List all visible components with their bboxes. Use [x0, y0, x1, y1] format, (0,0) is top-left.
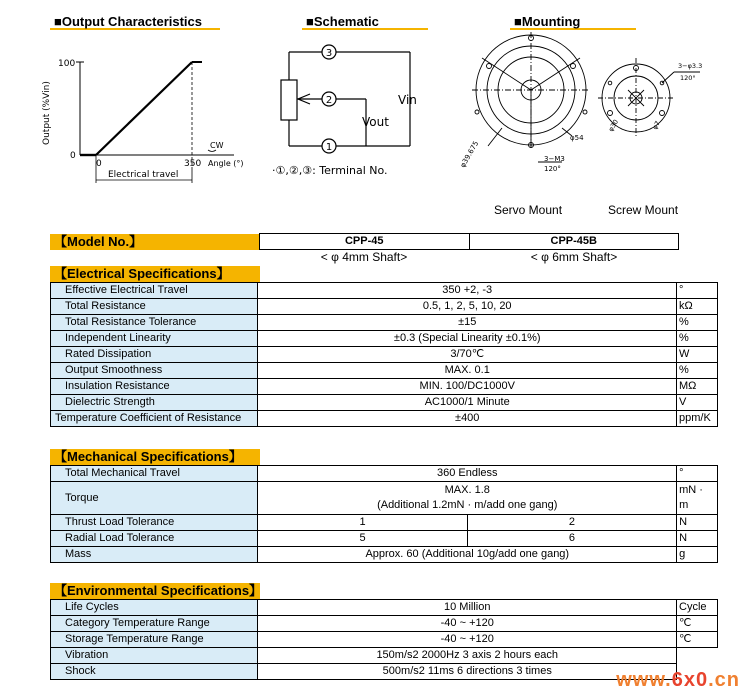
- env-row: [51, 648, 718, 664]
- mech-thrust-cpp45b: 2: [467, 515, 676, 531]
- elec-unit: %: [677, 363, 718, 379]
- elec-unit: kΩ: [677, 299, 718, 315]
- elec-value: ±15: [258, 315, 677, 331]
- mech-mass-value: Approx. 60 (Additional 10g/add one gang): [258, 547, 677, 563]
- elec-name: Independent Linearity: [51, 331, 258, 347]
- env-unit: [677, 648, 718, 664]
- dim-phi54: φ54: [570, 134, 584, 142]
- watermark-brand: 6x0: [671, 669, 709, 691]
- chart-angle-label: Angle (°): [208, 159, 244, 168]
- mech-travel-name: Total Mechanical Travel: [51, 466, 258, 482]
- elec-unit: ppm/K: [677, 411, 718, 427]
- mech-travel-unit: °: [677, 466, 718, 482]
- env-unit: ℃: [677, 616, 718, 632]
- mech-travel-value: 360 Endless: [258, 466, 677, 482]
- mech-mass-name: Mass: [51, 547, 258, 563]
- model-no-heading: 【Model No.】: [50, 234, 260, 250]
- elec-value: ±400: [258, 411, 677, 427]
- elec-row: [51, 363, 718, 379]
- environmental-table: [50, 599, 718, 680]
- chart-x0: 0: [96, 159, 102, 169]
- electrical-table: [50, 282, 718, 427]
- terminal-legend: ·①,②,③: Terminal No.: [272, 164, 388, 177]
- env-row: [51, 600, 718, 616]
- elec-value: 350 +2, -3: [258, 283, 677, 299]
- mech-radial-cpp45: 5: [258, 531, 467, 547]
- chart-travel-label: Electrical travel: [108, 170, 179, 180]
- chart-cw: CW: [210, 141, 224, 150]
- env-unit: Cycle: [677, 600, 718, 616]
- env-value: -40 ~ +120: [258, 616, 677, 632]
- elec-value: 3/70℃: [258, 347, 677, 363]
- model-cpp45: CPP-45: [260, 234, 470, 250]
- shaft-cpp45b: < φ 6mm Shaft>: [530, 250, 618, 264]
- env-value: -40 ~ +120: [258, 632, 677, 648]
- elec-name: Total Resistance: [51, 299, 258, 315]
- mech-torque-value: MAX. 1.8: [444, 484, 490, 496]
- env-name: Storage Temperature Range: [51, 632, 258, 648]
- model-table: [259, 233, 679, 250]
- mounting-heading: ■Mounting: [510, 14, 636, 30]
- output-characteristics-chart: [36, 40, 256, 190]
- watermark: [616, 669, 740, 692]
- elec-name: Output Smoothness: [51, 363, 258, 379]
- elec-unit: °: [677, 283, 718, 299]
- model-cpp45b: CPP-45B: [469, 234, 679, 250]
- terminal-2-label: 2: [325, 95, 333, 106]
- servo-mount-label: Servo Mount: [494, 203, 563, 217]
- elec-value: MAX. 0.1: [258, 363, 677, 379]
- shaft-cpp45: < φ 4mm Shaft>: [320, 250, 408, 264]
- env-name: Category Temperature Range: [51, 616, 258, 632]
- electrical-rows: [51, 283, 718, 427]
- vin-label: Vin: [398, 93, 417, 107]
- elec-row: [51, 315, 718, 331]
- env-unit: ℃: [677, 632, 718, 648]
- dim-3m3: 3−M3: [544, 155, 565, 163]
- elec-row: [51, 411, 718, 427]
- mech-thrust-row: [51, 515, 718, 531]
- mech-travel-row: [51, 466, 718, 482]
- mech-torque-row: [51, 482, 718, 515]
- mech-mass-unit: g: [677, 547, 718, 563]
- env-value: 10 Million: [258, 600, 677, 616]
- mech-torque-name: Torque: [51, 482, 258, 515]
- chart-y0: 0: [70, 151, 76, 161]
- chart-x350: 350: [184, 159, 202, 169]
- mech-radial-name: Radial Load Tolerance: [51, 531, 258, 547]
- chart-ylabel: Output (%Vin): [42, 81, 52, 145]
- elec-unit: W: [677, 347, 718, 363]
- mech-radial-row: [51, 531, 718, 547]
- schematic-diagram: [270, 40, 470, 180]
- mech-radial-unit: N: [677, 531, 718, 547]
- elec-value: ±0.3 (Special Linearity ±0.1%): [258, 331, 677, 347]
- environmental-rows: [51, 600, 718, 680]
- elec-name: Rated Dissipation: [51, 347, 258, 363]
- environmental-heading: 【Environmental Specifications】: [50, 583, 260, 599]
- elec-row: [51, 299, 718, 315]
- elec-value: 0.5, 1, 2, 5, 10, 20: [258, 299, 677, 315]
- mech-thrust-cpp45: 1: [258, 515, 467, 531]
- mechanical-heading: 【Mechanical Specifications】: [50, 449, 260, 465]
- mech-torque-unit: mN · m: [677, 482, 718, 515]
- elec-value: MIN. 100/DC1000V: [258, 379, 677, 395]
- chart-y100: 100: [58, 59, 76, 69]
- terminal-1-label: 1: [325, 142, 333, 153]
- mech-torque-note: (Additional 1.2mN · m/add one gang): [377, 499, 558, 511]
- dim-3phi33: 3−φ3.3: [678, 62, 703, 70]
- dim-120-screw: 120°: [680, 74, 696, 82]
- elec-name: Dielectric Strength: [51, 395, 258, 411]
- env-name: Vibration: [51, 648, 258, 664]
- mech-radial-cpp45b: 6: [467, 531, 676, 547]
- mech-mass-row: [51, 547, 718, 563]
- electrical-heading: 【Electrical Specifications】: [50, 266, 260, 282]
- elec-name: Insulation Resistance: [51, 379, 258, 395]
- screw-mount-label: Screw Mount: [608, 203, 679, 217]
- terminal-3-label: 3: [325, 48, 333, 59]
- env-value: 500m/s2 11ms 6 directions 3 times: [258, 664, 677, 680]
- elec-unit: MΩ: [677, 379, 718, 395]
- env-name: Shock: [51, 664, 258, 680]
- dim-phi30: φ30: [606, 118, 621, 133]
- schematic-heading: ■Schematic: [302, 14, 428, 30]
- mech-thrust-unit: N: [677, 515, 718, 531]
- env-row: [51, 632, 718, 648]
- elec-value: AC1000/1 Minute: [258, 395, 677, 411]
- dim-120-servo: 120°: [544, 165, 561, 173]
- servo-mount-drawing: [452, 28, 602, 180]
- env-name: Life Cycles: [51, 600, 258, 616]
- dim-phi7: φ7: [650, 119, 662, 131]
- output-characteristics-heading: ■Output Characteristics: [50, 14, 220, 30]
- elec-unit: %: [677, 331, 718, 347]
- mech-thrust-name: Thrust Load Tolerance: [51, 515, 258, 531]
- mechanical-table: [50, 465, 718, 563]
- elec-name: Total Resistance Tolerance: [51, 315, 258, 331]
- elec-row: [51, 379, 718, 395]
- elec-unit: V: [677, 395, 718, 411]
- screw-mount-drawing: [596, 52, 716, 152]
- elec-unit: %: [677, 315, 718, 331]
- output-line: [96, 62, 192, 155]
- dim-phi39: φ39.675: [458, 139, 481, 169]
- elec-name: Effective Electrical Travel: [51, 283, 258, 299]
- elec-row: [51, 395, 718, 411]
- elec-row: [51, 331, 718, 347]
- env-row: [51, 616, 718, 632]
- watermark-cn: .cn: [708, 669, 740, 691]
- watermark-www: www.: [616, 669, 672, 691]
- elec-row: [51, 347, 718, 363]
- env-value: 150m/s2 2000Hz 3 axis 2 hours each: [258, 648, 677, 664]
- vout-label: Vout: [362, 115, 389, 129]
- elec-row: [51, 283, 718, 299]
- elec-name: Temperature Coefficient of Resistance: [51, 411, 258, 427]
